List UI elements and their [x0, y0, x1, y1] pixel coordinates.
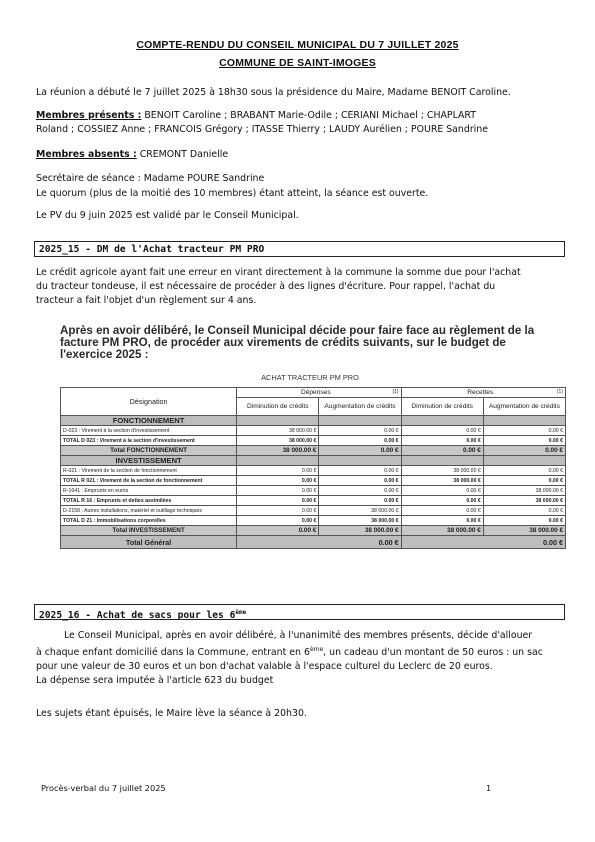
document-title: COMPTE-RENDU DU CONSEIL MUNICIPAL DU 7 JUILLET 2025: [136, 39, 459, 51]
col-recettes-label: Recettes: [467, 389, 494, 396]
table-row: [61, 436, 566, 446]
section-empty-cell: [319, 456, 401, 466]
amount-cell: 38 000.00 €: [483, 486, 565, 496]
table-row: [61, 516, 566, 526]
budget-table: [60, 387, 566, 549]
amount-cell: 0.00 €: [319, 466, 401, 476]
table-row: [61, 526, 566, 536]
section-empty-cell: [401, 456, 483, 466]
opening-paragraph: La réunion a débuté le 7 juillet 2025 à 18h30 sous la présidence du Maire, Madame BENOIT Caroline.: [36, 87, 511, 98]
section-empty-cell: [237, 456, 319, 466]
amount-cell: 0.00 €: [319, 476, 401, 486]
item2-para-line2b: , un cadeau d'un montant de 50 euros : un sac: [323, 647, 543, 658]
row-label: TOTAL D 21 : Immobilisations corporelles: [61, 516, 237, 526]
section-empty-cell: [401, 416, 483, 426]
amount-cell: 0.00 €: [483, 436, 565, 446]
amount-cell: 0.00 €: [401, 436, 483, 446]
commune-title: COMMUNE DE SAINT-IMOGES: [219, 57, 376, 69]
amount-cell: 38 000.00 €: [401, 476, 483, 486]
item2-para-sup: ème: [309, 646, 324, 653]
grand-total-recettes: 0.00 €: [401, 536, 565, 549]
section-empty-cell: [483, 456, 565, 466]
amount-cell: 0.00 €: [237, 506, 319, 516]
amount-cell: 0.00 €: [483, 506, 565, 516]
item2-para-line4: La dépense sera imputée à l'article 623 du budget: [36, 675, 274, 686]
section-label: FONCTIONNEMENT: [61, 416, 237, 426]
amount-cell: 0.00 €: [237, 476, 319, 486]
amount-cell: 38 000.00 €: [483, 496, 565, 506]
col-dep-augmentation: Augmentation de crédits: [319, 398, 401, 416]
item1-para-line1: Le crédit agricole ayant fait une erreur en virant directement à la commune la somme due pour l'achat: [36, 267, 521, 278]
amount-cell: 0.00 €: [319, 486, 401, 496]
item2-paragraph: [36, 629, 571, 688]
footnote-mark: (1): [556, 389, 563, 395]
amount-cell: 0.00 €: [237, 496, 319, 506]
closing-line: Les sujets étant épuisés, le Maire lève la séance à 20h30.: [36, 708, 307, 719]
amount-cell: 0.00 €: [319, 426, 401, 436]
amount-cell: 0.00 €: [237, 486, 319, 496]
amount-cell: 0.00 €: [319, 436, 401, 446]
amount-cell: 0.00 €: [483, 426, 565, 436]
amount-cell: 38 000.00 €: [319, 506, 401, 516]
row-label: Total FONCTIONNEMENT: [61, 446, 237, 456]
amount-cell: 0.00 €: [237, 516, 319, 526]
amount-cell: 0.00 €: [401, 496, 483, 506]
amount-cell: 38 000.00 €: [237, 446, 319, 456]
item2-heading-main: 2025_16 - Achat de sacs pour les 6: [39, 610, 236, 621]
amount-cell: 38 000.00 €: [483, 526, 565, 536]
table-section-row: [61, 456, 566, 466]
item2-heading-sup: ème: [235, 609, 247, 616]
grand-total-depenses: 0.00 €: [237, 536, 401, 549]
row-label: D-2158 : Autres installations, matériel et outillage techniques: [61, 506, 237, 516]
amount-cell: 0.00 €: [483, 476, 565, 486]
section-empty-cell: [319, 416, 401, 426]
row-label: Total INVESTISSEMENT: [61, 526, 237, 536]
item1-para-line3: tracteur a fait l'objet d'un règlement sur 4 ans.: [36, 295, 257, 306]
col-recettes: [401, 388, 565, 398]
amount-cell: 0.00 €: [483, 516, 565, 526]
row-label: R-021 : Virement de la section de fonctionnement: [61, 466, 237, 476]
row-label: R-1641 : Emprunts en euros: [61, 486, 237, 496]
col-rec-diminution: Diminution de crédits: [401, 398, 483, 416]
scan-line2: facture PM PRO, de procéder aux virements de crédits suivants, sur le budget de: [60, 336, 506, 349]
item2-para-line3: pour une valeur de 30 euros et un bon d'achat valable à l'espace culturel du Leclerc de 20 euros.: [36, 661, 493, 672]
col-depenses-label: Dépenses: [300, 389, 331, 396]
table-row: [61, 446, 566, 456]
table-row: [61, 466, 566, 476]
footer-label: Procès-verbal du 7 juillet 2025: [41, 783, 166, 793]
amount-cell: 0.00 €: [483, 446, 565, 456]
row-label: TOTAL D 023 : Virement à la section d'investissement: [61, 436, 237, 446]
col-dep-diminution: Diminution de crédits: [237, 398, 319, 416]
grand-total-label: Total Général: [61, 536, 237, 549]
present-members: [36, 109, 566, 137]
amount-cell: 0.00 €: [319, 446, 401, 456]
present-line1: BENOIT Caroline ; BRABANT Marie-Odile ; CERIANI Michael ; CHAPLART: [141, 110, 476, 121]
amount-cell: 0.00 €: [401, 516, 483, 526]
col-rec-augmentation: Augmentation de crédits: [483, 398, 565, 416]
footnote-mark: (1): [392, 389, 399, 395]
table-row: [61, 426, 566, 436]
quorum-line: Le quorum (plus de la moitié des 10 membres) étant atteint, la séance est ouverte.: [36, 188, 429, 199]
row-label: TOTAL R 16 : Emprunts et dettes assimilées: [61, 496, 237, 506]
absent-value: CREMONT Danielle: [136, 149, 229, 160]
present-line2: Roland ; COSSIEZ Anne ; FRANCOIS Grégory ; ITASSE Thierry ; LAUDY Aurélien ; POURE Sandrine: [36, 124, 488, 135]
item1-para-line2: du tracteur tondeuse, il est nécessaire de procéder à des lignes d'écriture. Pour rappel, l'achat du: [36, 281, 496, 292]
amount-cell: 38 000.00 €: [237, 426, 319, 436]
row-label: D-023 : Virement à la section d'investissement: [61, 426, 237, 436]
amount-cell: 38 000.00 €: [319, 516, 401, 526]
table-section-row: [61, 416, 566, 426]
amount-cell: 38 000.00 €: [237, 436, 319, 446]
amount-cell: 0.00 €: [401, 506, 483, 516]
page-number: 1: [486, 783, 492, 793]
pv-line: Le PV du 9 juin 2025 est validé par le Conseil Municipal.: [36, 210, 299, 221]
col-designation: Désignation: [61, 388, 237, 416]
secretary-line: Secrétaire de séance : Madame POURE Sandrine: [36, 173, 265, 184]
item2-para-line2a: à chaque enfant domicilié dans la Commune, entrant en 6: [36, 647, 310, 658]
amount-cell: 38 000.00 €: [319, 526, 401, 536]
scan-line3: l'exercice 2025 :: [60, 348, 149, 361]
amount-cell: 0.00 €: [401, 486, 483, 496]
table-row: [61, 476, 566, 486]
amount-cell: 0.00 €: [401, 426, 483, 436]
amount-cell: 0.00 €: [237, 526, 319, 536]
amount-cell: 0.00 €: [237, 466, 319, 476]
scanned-decision-text: [60, 325, 560, 361]
col-depenses: [237, 388, 401, 398]
present-label: Membres présents :: [36, 110, 142, 121]
item1-heading: 2025_15 - DM de l'Achat tracteur PM PRO: [34, 241, 565, 257]
amount-cell: 0.00 €: [401, 446, 483, 456]
amount-cell: 0.00 €: [319, 496, 401, 506]
absent-label: Membres absents :: [36, 149, 137, 160]
item1-paragraph: [36, 266, 566, 308]
section-label: INVESTISSEMENT: [61, 456, 237, 466]
row-label: TOTAL R 021 : Virement de la section de fonctionnement: [61, 476, 237, 486]
amount-cell: 38 000.00 €: [401, 466, 483, 476]
amount-cell: 0.00 €: [483, 466, 565, 476]
table-row: [61, 486, 566, 496]
section-empty-cell: [237, 416, 319, 426]
item2-heading: [34, 604, 565, 620]
table-caption: ACHAT TRACTEUR PM PRO: [261, 373, 359, 382]
table-row: [61, 506, 566, 516]
scan-line1: Après en avoir délibéré, le Conseil Municipal décide pour faire face au règlement de la: [60, 324, 535, 337]
section-empty-cell: [483, 416, 565, 426]
item2-para-line1: Le Conseil Municipal, après en avoir délibéré, à l'unanimité des membres présents, décide d'allouer: [64, 630, 533, 641]
amount-cell: 38 000.00 €: [401, 526, 483, 536]
absent-members: [36, 148, 566, 162]
table-row: [61, 496, 566, 506]
